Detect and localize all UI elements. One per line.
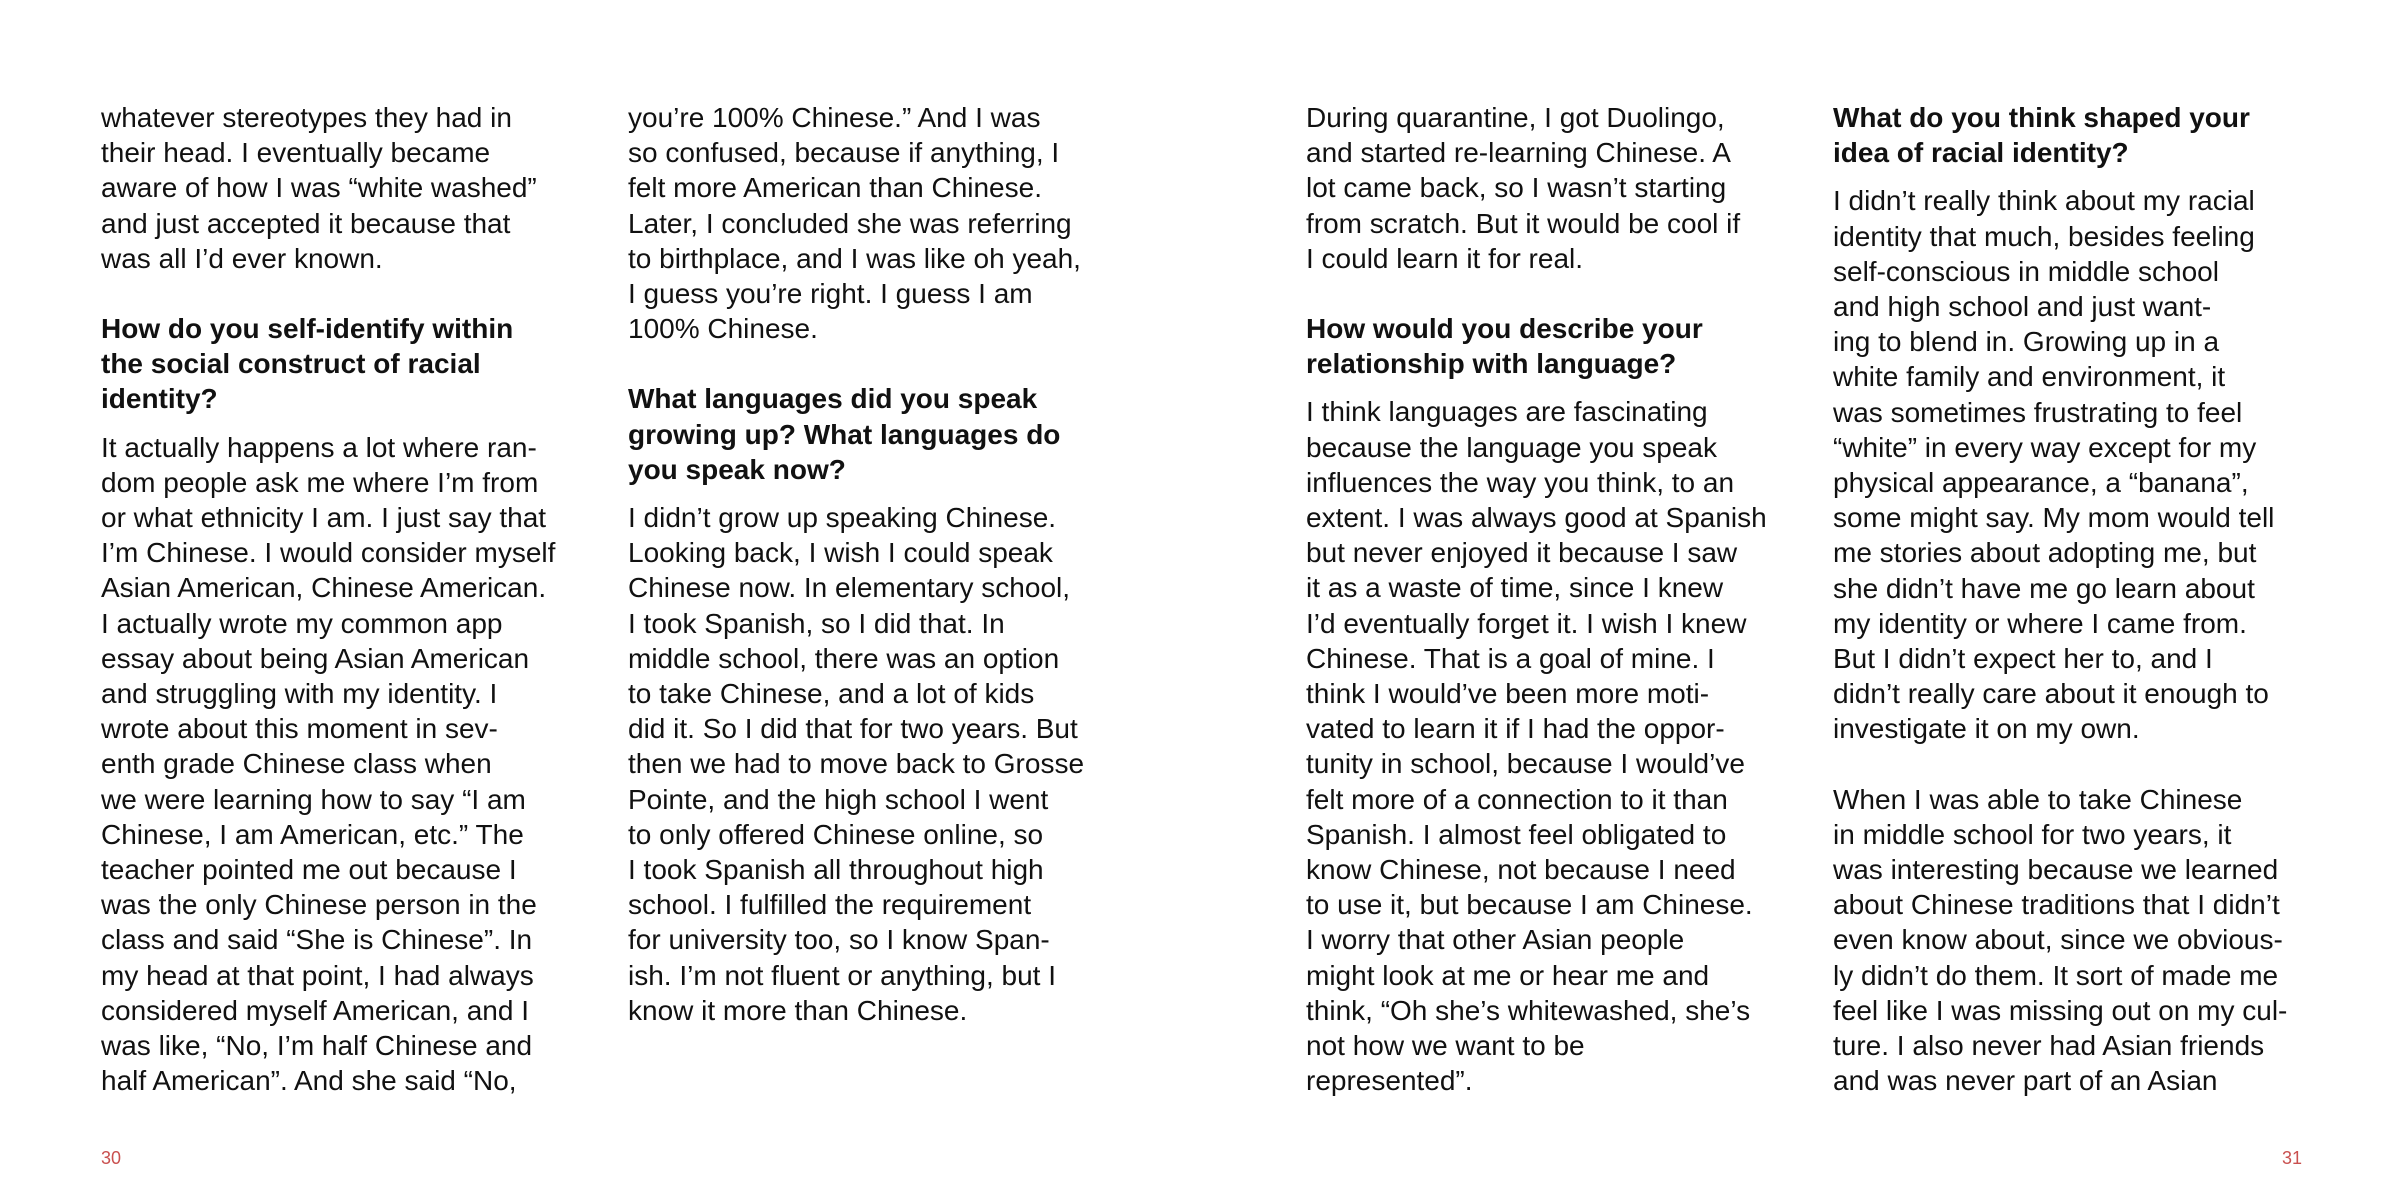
text-line: I took Spanish, so I did that. In [628,607,1005,639]
text-line: for university too, so I know Span- [628,924,1050,956]
text-line: teacher pointed me out because I [101,854,517,886]
right-page-column-1 [1306,100,1796,1098]
text-line: my head at that point, I had always [101,959,534,991]
left-page-column-1 [101,100,591,1098]
text-line: enth grade Chinese class when [101,748,492,780]
text-line: know it more than Chinese. [628,994,968,1026]
text-line: It actually happens a lot where ran- [101,431,537,463]
col3-answer [1306,394,1796,1098]
text-line: it as a waste of time, since I knew [1306,572,1724,604]
text-line: Asian American, Chinese American. [101,572,547,604]
text-line: so confused, because if anything, I [628,137,1060,169]
text-line: felt more American than Chinese. [628,172,1042,204]
text-line: Pointe, and the high school I went [628,783,1049,815]
col4-answer-2 [1833,782,2323,1099]
text-line: to take Chinese, and a lot of kids [628,678,1035,710]
text-line: How do you self-identify within [101,313,514,345]
text-line: Chinese now. In elementary school, [628,572,1071,604]
text-line: think I would’ve been more moti- [1306,678,1710,710]
text-line: I worry that other Asian people [1306,924,1685,956]
text-line: because the language you speak [1306,431,1717,463]
text-line: was sometimes frustrating to feel [1833,396,2243,428]
text-line: I think languages are fascinating [1306,396,1708,428]
text-line: During quarantine, I got Duolingo, [1306,102,1725,133]
text-line: was the only Chinese person in the [101,889,537,921]
text-line: class and said “She is Chinese”. In [101,924,533,956]
text-line: to use it, but because I am Chinese. [1306,889,1753,921]
text-line: I could learn it for real. [1306,242,1584,274]
text-line: Later, I concluded she was referring [628,207,1072,239]
text-line: and high school and just want- [1833,291,2212,323]
text-line: feel like I was missing out on my cul- [1833,994,2288,1026]
text-line: didn’t really care about it enough to [1833,678,2269,710]
text-line: lot came back, so I wasn’t starting [1306,172,1727,204]
text-line: from scratch. But it would be cool if [1306,207,1741,239]
text-line: middle school, there was an option [628,642,1060,674]
text-line: whatever stereotypes they had in [101,102,512,133]
text-line: felt more of a connection to it than [1306,783,1728,815]
text-line: white family and environment, it [1833,361,2226,393]
text-line: ish. I’m not fluent or anything, but I [628,959,1057,991]
text-line: you’re 100% Chinese.” And I was [628,102,1041,133]
text-line: was interesting because we learned [1833,854,2279,886]
text-line: self-conscious in middle school [1833,255,2219,287]
text-line: and struggling with my identity. I [101,678,498,710]
text-line: aware of how I was “white washed” [101,172,537,204]
text-line: essay about being Asian American [101,642,530,674]
text-line: my identity or where I came from. [1833,607,2247,639]
text-line: about Chinese traditions that I didn’t [1833,889,2280,921]
text-line: influences the way you think, to an [1306,466,1735,498]
text-line: represented”. [1306,1065,1473,1097]
text-line: tunity in school, because I would’ve [1306,748,1745,780]
col3-intro [1306,100,1796,276]
text-line: How would you describe your [1306,313,1703,345]
text-line: ing to blend in. Growing up in a [1833,326,2220,358]
text-line: their head. I eventually became [101,137,491,169]
text-line: and was never part of an Asian [1833,1065,2218,1097]
text-line: Looking back, I wish I could speak [628,537,1053,569]
text-line: I’m Chinese. I would consider myself [101,537,556,569]
text-line: What languages did you speak [628,383,1038,415]
text-line: relationship with language? [1306,348,1677,380]
text-line: I guess you’re right. I guess I am [628,278,1033,310]
text-line: When I was able to take Chinese [1833,783,2243,815]
col2-answer [628,500,1118,1028]
text-line: was all I’d ever known. [101,242,383,274]
text-line: school. I fulfilled the requirement [628,889,1032,921]
text-line: we were learning how to say “I am [101,783,526,815]
text-line: I’d eventually forget it. I wish I knew [1306,607,1747,639]
text-line: but never enjoyed it because I saw [1306,537,1738,569]
text-line: considered myself American, and I [101,994,529,1026]
text-line: think, “Oh she’s whitewashed, she’s [1306,994,1751,1026]
col4-question [1833,100,2323,170]
text-line: or what ethnicity I am. I just say that [101,502,547,534]
col1-question [101,311,591,417]
text-line: wrote about this moment in sev- [101,713,498,745]
text-line: me stories about adopting me, but [1833,537,2257,569]
text-line: to birthplace, and I was like oh yeah, [628,242,1081,274]
text-line: the social construct of racial [101,348,481,380]
text-line: Chinese, I am American, etc.” The [101,818,524,850]
text-line: But I didn’t expect her to, and I [1833,643,2213,675]
page-number-right: 31 [2282,1148,2303,1168]
text-line: might look at me or hear me and [1306,959,1710,991]
text-line: some might say. My mom would tell [1833,502,2275,534]
text-line: “white” in every way except for my [1833,431,2257,463]
text-line: did it. So I did that for two years. But [628,713,1078,745]
text-line: 100% Chinese. [628,313,818,345]
right-page-column-2 [1833,100,2323,1098]
text-line: What do you think shaped your [1833,102,2250,133]
text-line: and started re-learning Chinese. A [1306,137,1731,169]
page-number-left: 30 [101,1148,122,1168]
col1-intro [101,100,591,276]
text-line: you speak now? [628,453,846,485]
text-line: was like, “No, I’m half Chinese and [101,1030,533,1062]
text-line: know Chinese, not because I need [1306,854,1736,886]
text-line: identity that much, besides feeling [1833,220,2255,252]
text-line: dom people ask me where I’m from [101,466,539,498]
text-line: to only offered Chinese online, so [628,818,1044,850]
text-line: she didn’t have me go learn about [1833,572,2255,604]
text-line: in middle school for two years, it [1833,818,2232,850]
text-line: I didn’t grow up speaking Chinese. [628,502,1057,534]
text-line: physical appearance, a “banana”, [1833,467,2249,499]
col2-question [628,381,1118,487]
text-line: and just accepted it because that [101,207,511,239]
text-line: identity? [101,383,218,415]
text-line: investigate it on my own. [1833,713,2140,745]
text-line: ture. I also never had Asian friends [1833,1030,2265,1062]
col4-answer [1833,183,2323,746]
text-line: I took Spanish all throughout high [628,854,1044,886]
text-line: even know about, since we obvious- [1833,924,2283,956]
left-page-column-2 [628,100,1118,1028]
col3-question [1306,311,1796,381]
text-line: ly didn’t do them. It sort of made me [1833,959,2279,991]
text-line: growing up? What languages do [628,418,1061,450]
text-line: then we had to move back to Grosse [628,748,1085,780]
text-line: idea of racial identity? [1833,137,2129,169]
text-line: Spanish. I almost feel obligated to [1306,818,1727,850]
col1-answer [101,430,591,1099]
text-line: vated to learn it if I had the oppor- [1306,713,1725,745]
text-line: extent. I was always good at Spanish [1306,502,1767,534]
text-line: I actually wrote my common app [101,607,503,639]
text-line: not how we want to be [1306,1030,1585,1062]
text-line: Chinese. That is a goal of mine. I [1306,642,1715,674]
text-line: I didn’t really think about my racial [1833,185,2255,217]
col2-intro [628,100,1118,346]
text-line: half American”. And she said “No, [101,1065,517,1097]
